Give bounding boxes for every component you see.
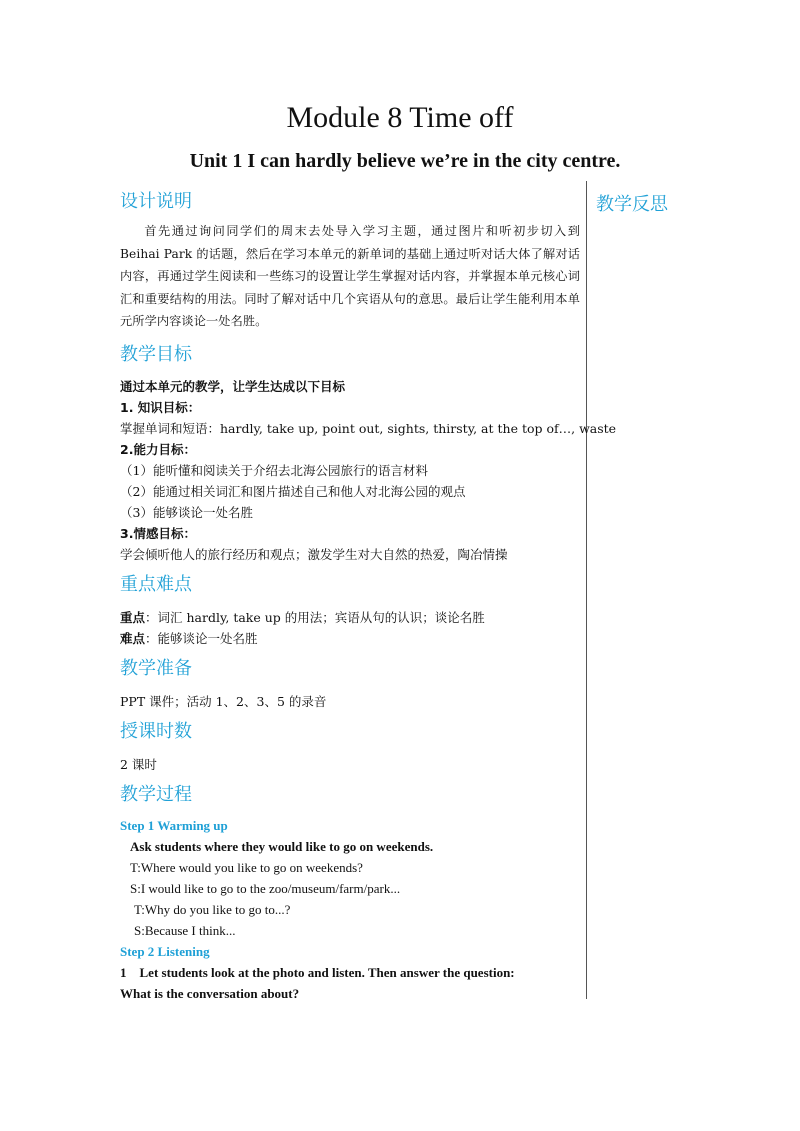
unit-title: Unit 1 I can hardly believe we’re in the city centre. [189,150,621,172]
main-column [120,190,617,1004]
hours-text: 2 课时 [120,756,157,772]
step2-line: 1 Let students look at the photo and listen. Then answer the question: [120,964,515,980]
emotion-text: 学会倾听他人的旅行经历和观点；激发学生对大自然的热爱，陶冶情操 [120,546,508,562]
objectives-heading: 教学目标 [120,343,192,365]
step1-title: Step 1 Warming up [120,817,228,833]
knowledge-text: 掌握单词和短语：hardly, take up, point out, sights, thirsty, at the top of…, waste [120,420,617,436]
step2-title: Step 2 Listening [120,943,210,959]
step2-line: What is the conversation about? [120,985,300,1001]
ability-label: 2.能力目标： [120,441,196,457]
process-heading: 教学过程 [120,783,192,805]
step1-lead: Ask students where they would like to go on weekends. [130,838,434,854]
design-text: 首先通过询问同学们的周末去处导入学习主题，通过图片和听初步切入到 Beihai Park 的话题，然后在学习本单元的新单词的基础上通过听对话大体了解对话内容，再通过学生阅读和一些练习的设置让学生掌握对话内容，并掌握本单元核心词汇和重要结构的用法。同时了解对话中几个宾语从句的意思。最后让学生能利用本单元所学内容谈论一处名胜。 [120,224,580,328]
hours-heading: 授课时数 [120,720,192,742]
preparation-text: PPT 课件；活动 1、2、3、5 的录音 [120,693,327,709]
reflection-heading: 教学反思 [596,194,668,215]
difficult-label: 难点 [120,630,146,646]
design-heading: 设计说明 [120,191,192,212]
dialogue-line: S:I would like to go to the zoo/museum/farm/park... [130,880,401,896]
module-title: Module 8 Time off [286,101,514,134]
dialogue-line: T:Where would you like to go on weekends? [130,859,363,875]
ability-item: （3）能够谈论一处名胜 [120,504,253,520]
preparation-heading: 教学准备 [120,657,192,679]
key-point-line [120,607,580,628]
dialogue-line: T:Why do you like to go to...? [134,901,291,917]
key-points-heading: 重点难点 [120,573,192,595]
ability-item: （2）能通过相关词汇和图片描述自己和他人对北海公园的观点 [120,483,466,499]
knowledge-label: 1. 知识目标： [120,399,201,415]
emotion-label: 3.情感目标： [120,525,196,541]
difficult-point-line [120,628,580,649]
key-label: 重点 [120,609,146,625]
column-divider [586,181,587,999]
objectives-intro: 通过本单元的教学，让学生达成以下目标 [120,378,346,394]
dialogue-line: S:Because I think... [134,922,236,938]
difficult-text: ：能够谈论一处名胜 [145,630,258,646]
key-text: ：词汇 hardly, take up 的用法；宾语从句的认识；谈论名胜 [145,609,485,625]
ability-item: （1）能听懂和阅读关于介绍去北海公园旅行的语言材料 [120,462,428,478]
